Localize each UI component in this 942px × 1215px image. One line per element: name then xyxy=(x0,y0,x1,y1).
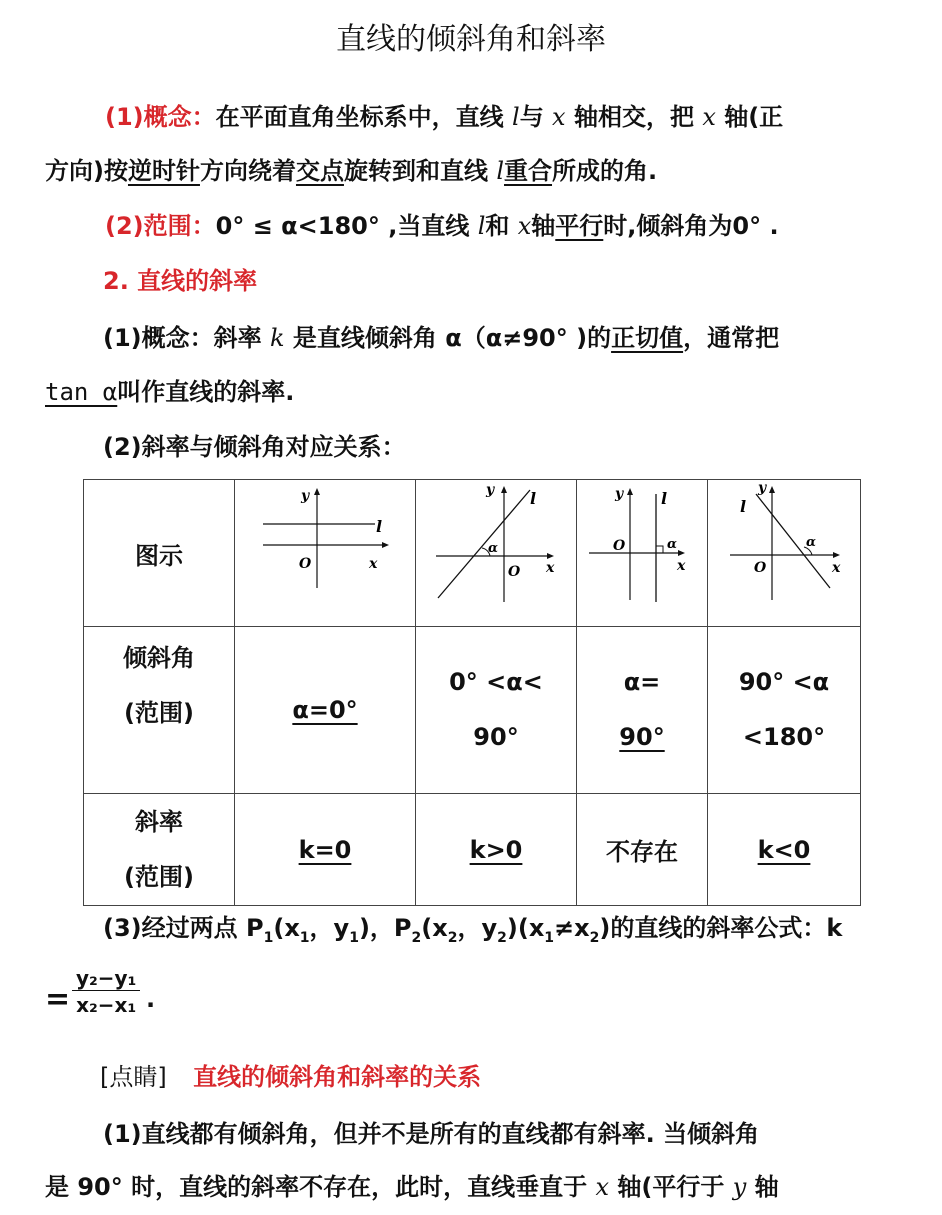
underlined-term: 正切值 xyxy=(611,324,684,352)
svg-text:x: x xyxy=(546,560,555,576)
slope-cell-vertical: 不存在 xyxy=(577,794,708,906)
graph-horizontal xyxy=(235,480,416,627)
slope-concept-line-1 xyxy=(103,318,779,353)
underlined-term: tan α xyxy=(45,378,118,406)
note-line-1: (1)直线都有倾斜角，但并不是所有的直线都有斜率. 当倾斜角 xyxy=(103,1120,760,1148)
slope-fraction xyxy=(72,966,140,1019)
svg-text:x: x xyxy=(677,558,686,574)
text: ，通常把 xyxy=(683,324,780,352)
text: 轴(正 xyxy=(715,103,784,131)
angle-cell-positive: 0° <α< 90° xyxy=(416,627,577,794)
equals-sign: = xyxy=(45,982,71,1017)
row-label-angle: 倾斜角 (范围) xyxy=(84,627,235,794)
graph-negative-slope xyxy=(708,480,861,627)
text: 时,倾斜角为0° . xyxy=(603,212,779,240)
svg-text:l: l xyxy=(376,517,383,536)
concept-line-1 xyxy=(105,97,783,132)
concept-label: (1)概念： xyxy=(105,103,216,131)
svg-text:O: O xyxy=(508,564,521,580)
range-label: (2)范围： xyxy=(105,212,216,240)
svg-text:x: x xyxy=(369,556,378,572)
text: 轴 xyxy=(531,212,556,240)
angle-cell-negative: 90° <α <180° xyxy=(708,627,861,794)
slope-cell-positive: k>0 xyxy=(416,794,577,906)
text: 方向绕着 xyxy=(199,157,296,185)
text: 旋转到和直线 xyxy=(343,157,497,185)
concept-line-2 xyxy=(45,151,657,186)
highlight-heading xyxy=(100,1057,481,1092)
text: 和 xyxy=(485,212,518,240)
section-heading-slope: 2. 直线的斜率 xyxy=(103,267,258,295)
slope-cell-horizontal: k=0 xyxy=(235,794,416,906)
slope-concept-line-2 xyxy=(45,372,294,407)
text: (1)概念：斜率 xyxy=(103,324,270,352)
row-label-graph: 图示 xyxy=(84,480,235,627)
text: 0° ≤ α<180° ,当直线 xyxy=(215,212,478,240)
svg-text:y: y xyxy=(615,486,624,502)
svg-text:α: α xyxy=(806,535,817,550)
text: 方向)按 xyxy=(45,157,128,185)
angle-cell-vertical: α= 90° xyxy=(577,627,708,794)
underlined-term: 平行 xyxy=(555,212,604,240)
highlight-bracket: [点睛] xyxy=(100,1063,167,1091)
svg-text:O: O xyxy=(754,560,767,576)
graph-positive-svg xyxy=(416,480,576,620)
angle-cell-horizontal: α=0° xyxy=(235,627,416,794)
highlight-title: 直线的倾斜角和斜率的关系 xyxy=(193,1063,482,1091)
underlined-term: 逆时针 xyxy=(127,157,200,185)
var-k: k xyxy=(270,324,285,352)
graph-horizontal-svg xyxy=(235,480,415,620)
range-line xyxy=(105,206,779,241)
var-x: x xyxy=(517,212,532,240)
relation-heading: (2)斜率与倾斜角对应关系： xyxy=(103,433,406,461)
svg-text:y: y xyxy=(758,480,767,496)
graph-vertical xyxy=(577,480,708,627)
var-x: x xyxy=(702,103,716,131)
formula-period: . xyxy=(146,985,156,1013)
svg-text:y: y xyxy=(486,482,495,498)
svg-text:O: O xyxy=(613,538,626,554)
svg-text:x: x xyxy=(832,560,841,576)
slope-formula-line: (3)经过两点 $P_1(x_1$，$y_1$)，$P_2(x_2$，$y_2)(x_1\ne x_2)$的直线的斜率公式：k xyxy=(103,914,843,946)
svg-text:l: l xyxy=(530,489,537,508)
text: 是直线倾斜角 α（α≠90° )的 xyxy=(284,324,612,352)
svg-text:α: α xyxy=(667,537,678,552)
slope-cell-negative: k<0 xyxy=(708,794,861,906)
fraction-numerator: y₂−y₁ xyxy=(72,966,140,991)
underlined-term: 重合 xyxy=(504,157,553,185)
page-title: 直线的倾斜角和斜率 xyxy=(336,22,606,57)
note-line-2: 是 90° 时，直线的斜率不存在，此时，直线垂直于 x 轴(平行于 y 轴 xyxy=(45,1173,779,1201)
svg-text:l: l xyxy=(740,497,747,516)
graph-vertical-svg xyxy=(577,480,707,620)
svg-text:O: O xyxy=(299,556,312,572)
text: 叫作直线的斜率. xyxy=(117,378,295,406)
text: 所成的角. xyxy=(552,157,658,185)
graph-negative-svg xyxy=(708,480,860,620)
fraction-denominator: x₂−x₁ xyxy=(76,993,137,1017)
var-l: l xyxy=(477,212,486,240)
slope-angle-table xyxy=(83,479,861,906)
svg-text:l: l xyxy=(661,489,668,508)
underlined-term: 交点 xyxy=(295,157,344,185)
var-l: l xyxy=(496,157,505,185)
row-label-slope: 斜率 (范围) xyxy=(84,794,235,906)
svg-text:y: y xyxy=(301,488,310,504)
svg-text:α: α xyxy=(488,541,499,556)
var-x: x xyxy=(552,103,566,131)
graph-positive-slope xyxy=(416,480,577,627)
text: 在平面直角坐标系中，直线 xyxy=(215,103,512,131)
var-l: l xyxy=(512,103,520,131)
text: 轴相交，把 xyxy=(565,103,703,131)
text: 与 xyxy=(519,103,553,131)
